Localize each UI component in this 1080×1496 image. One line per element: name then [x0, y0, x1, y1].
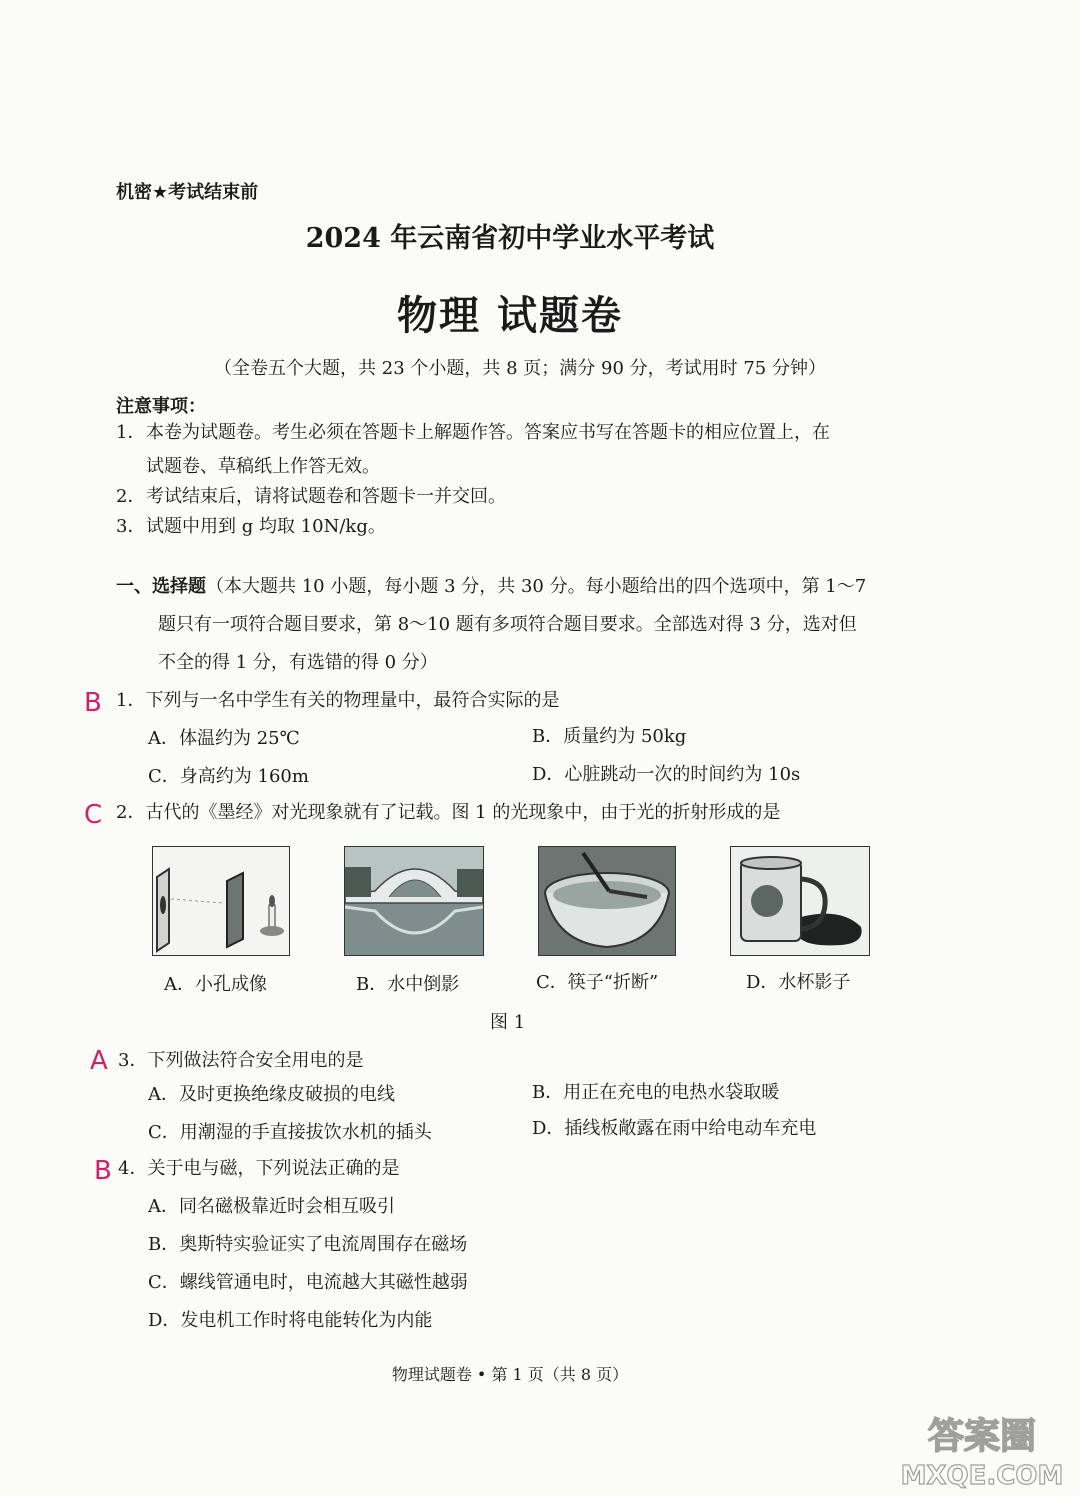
- question-2-stem: 2．古代的《墨经》对光现象就有了记载。图 1 的光现象中，由于光的折射形成的是: [116, 802, 781, 823]
- notice-number: 1．: [116, 422, 146, 443]
- section-1-desc-3: 不全的得 1 分，有选错的得 0 分）: [158, 652, 438, 673]
- section-1-intro: [116, 572, 866, 598]
- question-4-option-a: A．同名磁极靠近时会相互吸引: [148, 1196, 395, 1217]
- handwritten-answer-mark: A: [90, 1046, 108, 1076]
- figure-caption-b: B．水中倒影: [356, 974, 460, 995]
- page-footer: 物理试题卷 • 第 1 页（共 8 页）: [391, 1365, 629, 1384]
- question-3-stem: 3．下列做法符合安全用电的是: [118, 1050, 364, 1071]
- svg-text:答案圈: 答案圈: [927, 1416, 1037, 1457]
- question-3-option-d: D．插线板敞露在雨中给电动车充电: [532, 1118, 817, 1139]
- figure-pinhole-image: [152, 846, 290, 956]
- question-3-option-a: A．及时更换绝缘皮破损的电线: [148, 1084, 395, 1105]
- handwritten-answer-mark: B: [94, 1156, 112, 1186]
- figure-cup-shadow: [730, 846, 870, 956]
- notices-heading: 注意事项：: [116, 396, 206, 417]
- question-4-stem: 4．关于电与磁，下列说法正确的是: [118, 1158, 400, 1179]
- notice-text: 考试结束后，请将试题卷和答题卡一并交回。: [146, 486, 506, 507]
- confidential-label: 机密★考试结束前: [116, 182, 259, 203]
- notice-text: 本卷为试题卷。考生必须在答题卡上解题作答。答案应书写在答题卡的相应位置上，在: [146, 422, 830, 443]
- figure-bridge-reflection: [344, 846, 484, 956]
- question-1-option-a: A．体温约为 25℃: [148, 728, 300, 749]
- figure-bent-chopstick: [538, 846, 676, 956]
- handwritten-answer-mark: B: [84, 688, 102, 718]
- notice-item-1: [116, 418, 830, 444]
- question-1-option-d: D．心脏跳动一次的时间约为 10s: [532, 764, 801, 785]
- svg-text:MXQE.COM: MXQE.COM: [900, 1461, 1064, 1491]
- section-heading: 一、选择题: [116, 576, 206, 597]
- question-4-option-c: C．螺线管通电时，电流越大其磁性越弱: [148, 1272, 468, 1293]
- question-1-stem: 1．下列与一名中学生有关的物理量中，最符合实际的是: [116, 690, 560, 711]
- subject-title: 物理 试题卷: [397, 292, 623, 339]
- question-4-option-b: B．奥斯特实验证实了电流周围存在磁场: [148, 1234, 468, 1255]
- handwritten-answer-mark: C: [84, 800, 103, 830]
- notice-item-1-cont: 试题卷、草稿纸上作答无效。: [146, 456, 380, 477]
- question-1-option-b: B．质量约为 50kg: [532, 726, 687, 747]
- question-3-option-b: B．用正在充电的电热水袋取暖: [532, 1082, 780, 1103]
- watermark-logo: [892, 1408, 1072, 1492]
- figure-caption-d: D．水杯影子: [746, 972, 851, 993]
- question-3-option-c: C．用潮湿的手直接拔饮水机的插头: [148, 1122, 432, 1143]
- notice-number: 2．: [116, 486, 146, 507]
- section-1-desc-2: 题只有一项符合题目要求，第 8～10 题有多项符合题目要求。全部选对得 3 分，选对但: [158, 614, 857, 635]
- figure-caption-a: A．小孔成像: [164, 974, 267, 995]
- question-1-option-c: C．身高约为 160m: [148, 766, 309, 787]
- exam-title: 2024 年云南省初中学业水平考试: [305, 223, 715, 254]
- notice-item-2: [116, 482, 506, 508]
- figure-caption-c: C．筷子“折断”: [536, 972, 659, 993]
- section-desc: （本大题共 10 小题，每小题 3 分，共 30 分。每小题给出的四个选项中，第 1～7: [206, 576, 867, 597]
- exam-info: （全卷五个大题，共 23 个小题，共 8 页；满分 90 分，考试用时 75 分钟）: [214, 358, 826, 379]
- question-4-option-d: D．发电机工作时将电能转化为内能: [148, 1310, 433, 1331]
- notice-number: 3．: [116, 516, 146, 537]
- notice-item-3: [116, 512, 386, 538]
- figure-label: 图 1: [490, 1012, 526, 1033]
- notice-text: 试题中用到 g 均取 10N/kg。: [146, 516, 386, 537]
